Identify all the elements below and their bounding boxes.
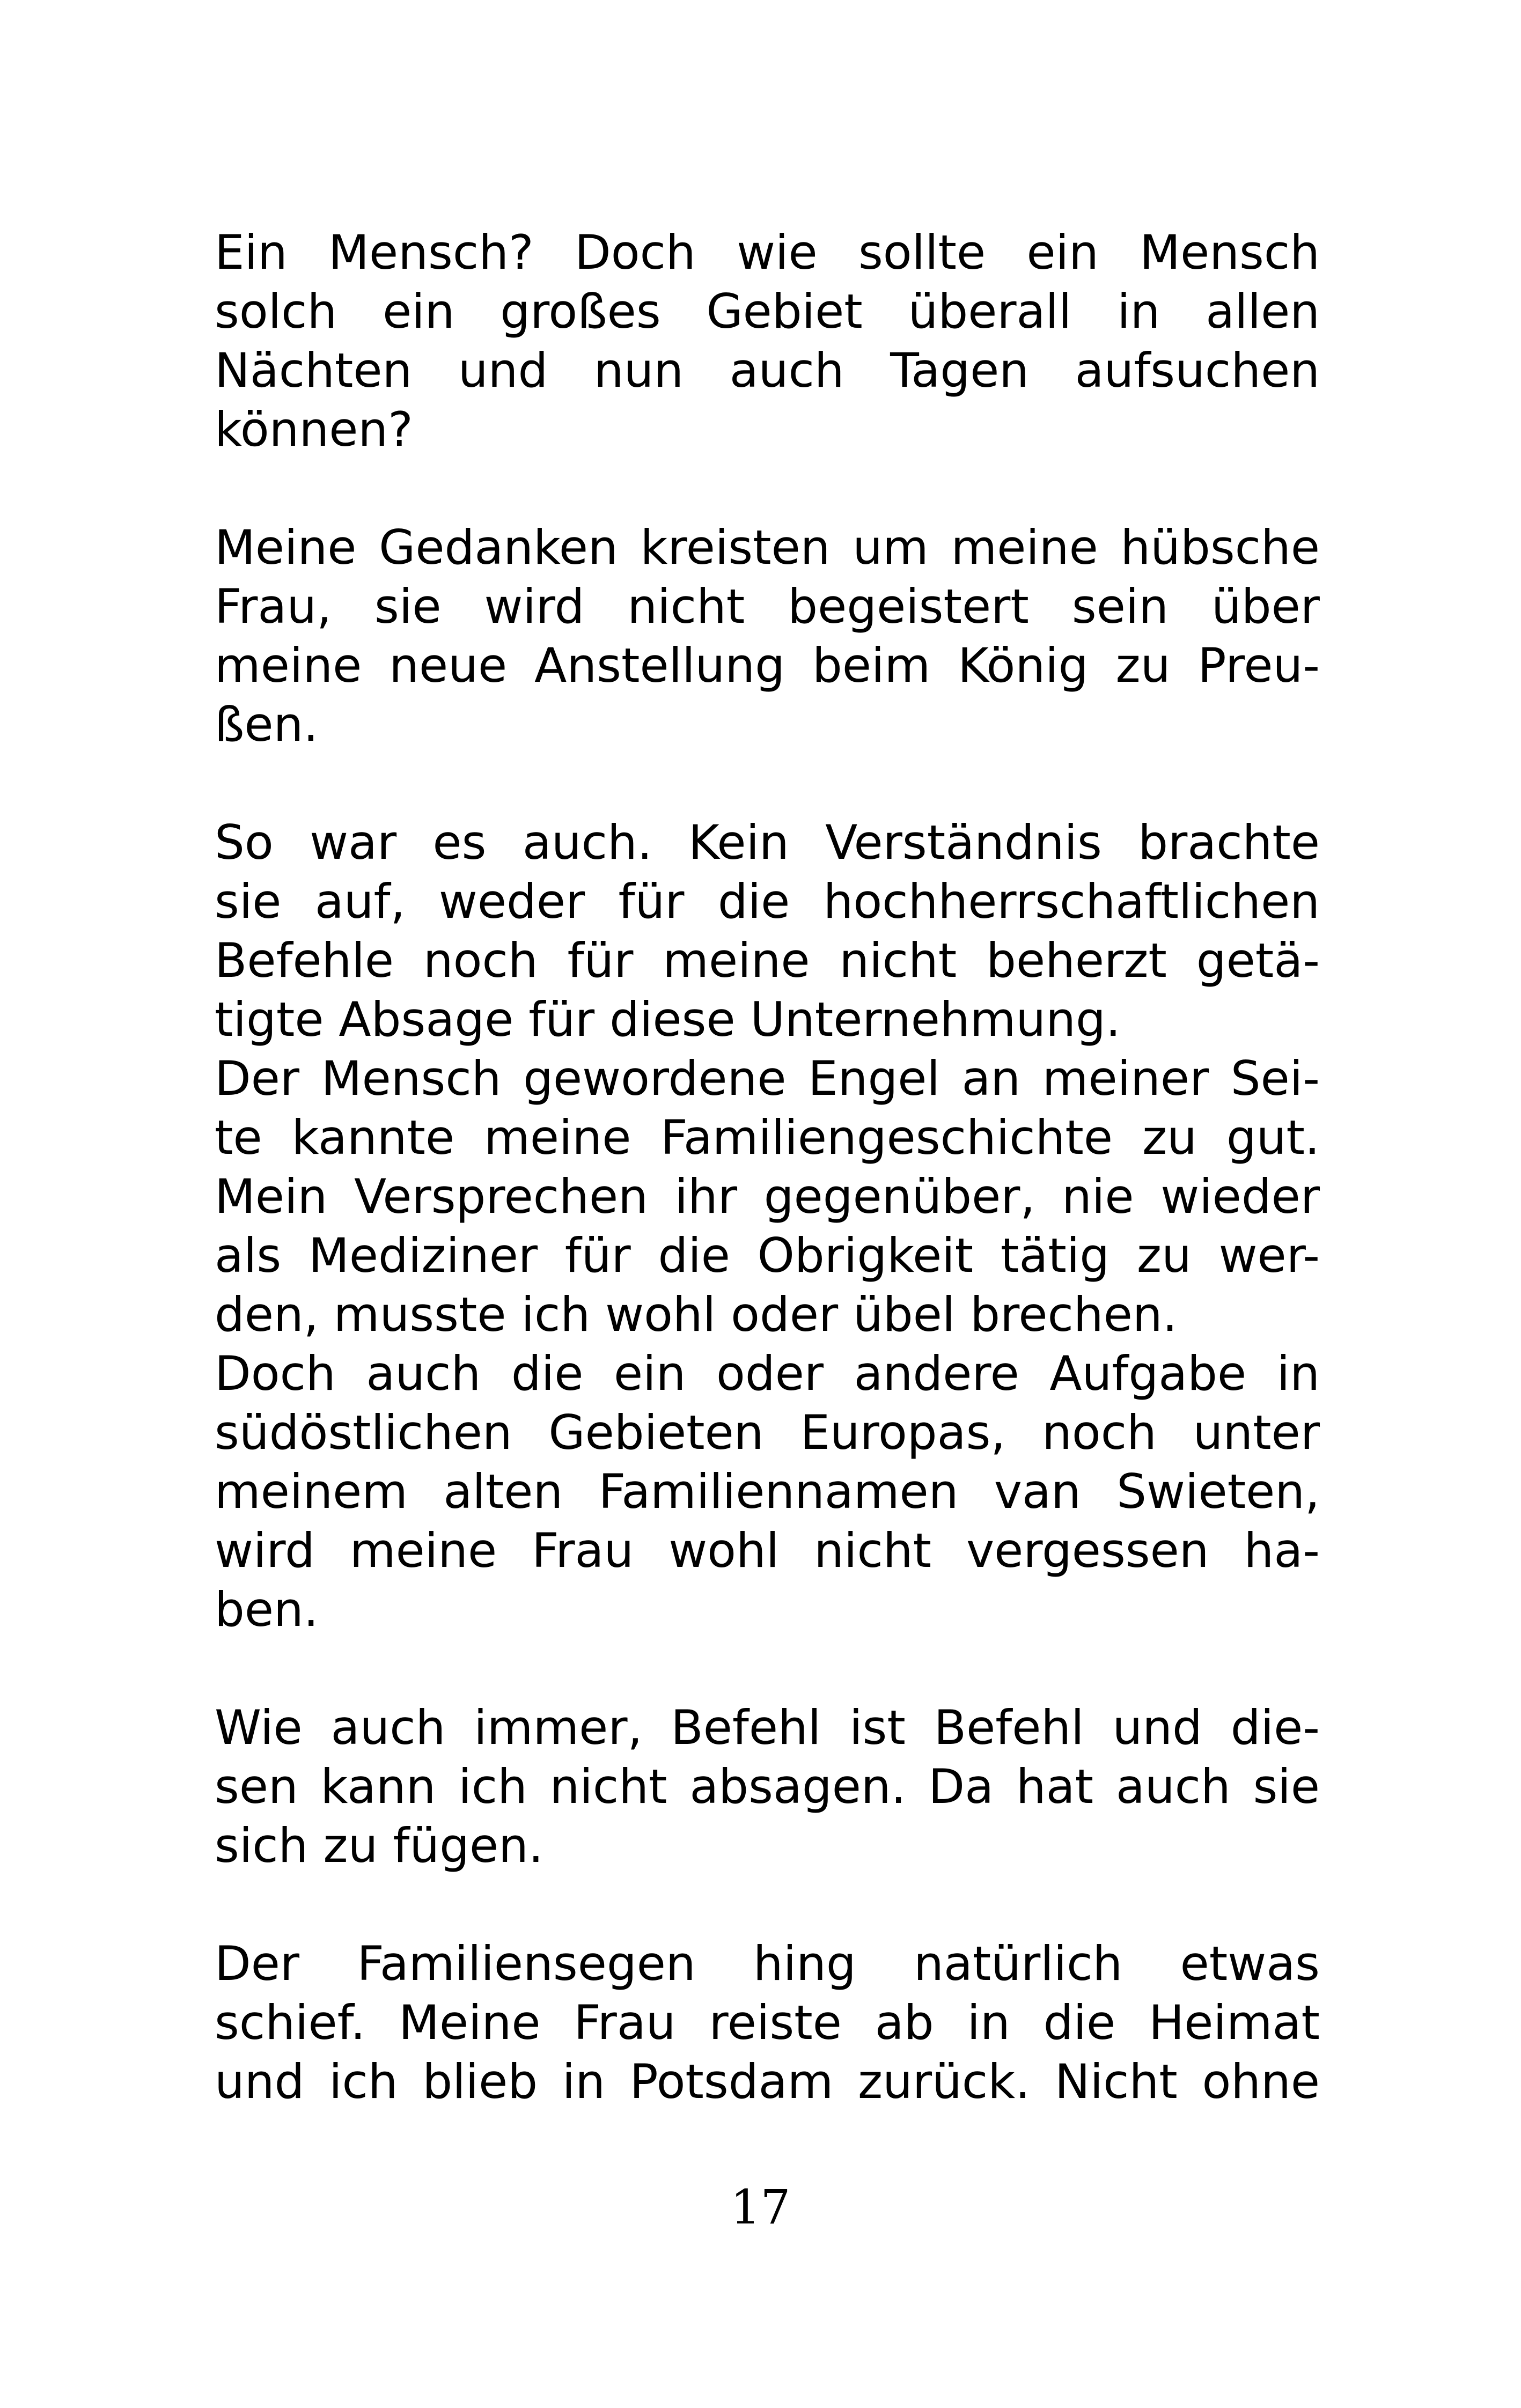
text-line: den, musste ich wohl oder übel brechen. — [215, 1287, 1178, 1342]
text-line: schief. Meine Frau reiste ab in die Heimat — [215, 1995, 1320, 2050]
text-line: Nächten und nun auch Tagen aufsuchen — [215, 343, 1320, 398]
text-line: sich zu fügen. — [215, 1818, 543, 1873]
text-line: Der Familiensegen hing natürlich etwas — [215, 1936, 1320, 1991]
text-line: solch ein großes Gebiet überall in allen — [215, 284, 1320, 339]
text-line: meine neue Anstellung beim König zu Preu- — [215, 638, 1320, 693]
text-line: meinem alten Familiennamen van Swieten, — [215, 1464, 1320, 1519]
text-line: Doch auch die ein oder andere Aufgabe in — [215, 1346, 1320, 1401]
text-line: südöstlichen Gebieten Europas, noch unter — [215, 1405, 1320, 1460]
text-line: und ich blieb in Potsdam zurück. Nicht ohne — [215, 2054, 1320, 2109]
paragraph-group — [215, 813, 1320, 1639]
text-line: als Mediziner für die Obrigkeit tätig zu wer- — [215, 1228, 1320, 1283]
text-line: Ein Mensch? Doch wie sollte ein Mensch — [215, 225, 1320, 280]
text-line: sie auf, weder für die hochherrschaftlichen — [215, 874, 1320, 929]
text-line: wird meine Frau wohl nicht vergessen ha- — [215, 1523, 1320, 1578]
text-line: ßen. — [215, 697, 319, 752]
text-line: te kannte meine Familiengeschichte zu gut. — [215, 1110, 1320, 1165]
text-line: Meine Gedanken kreisten um meine hübsche — [215, 520, 1320, 575]
text-line: Der Mensch gewordene Engel an meiner Sei- — [215, 1051, 1320, 1106]
text-line: ben. — [215, 1582, 319, 1637]
paragraph-group — [215, 1698, 1320, 1875]
paragraph-group — [215, 518, 1320, 754]
text-line: Befehle noch für meine nicht beherzt getä- — [215, 933, 1320, 988]
text-line: Frau, sie wird nicht begeistert sein über — [215, 579, 1320, 634]
body-text — [215, 223, 1320, 2111]
page-number: 17 — [730, 2179, 791, 2235]
text-line: können? — [215, 402, 413, 457]
paragraph-group — [215, 223, 1320, 459]
paragraph-group — [215, 1934, 1320, 2111]
text-line: Mein Versprechen ihr gegenüber, nie wieder — [215, 1169, 1320, 1224]
text-line: So war es auch. Kein Verständnis brachte — [215, 815, 1320, 870]
text-line: tigte Absage für diese Unternehmung. — [215, 992, 1121, 1047]
text-line: Wie auch immer, Befehl ist Befehl und die- — [215, 1700, 1320, 1755]
text-line: sen kann ich nicht absagen. Da hat auch sie — [215, 1759, 1320, 1814]
